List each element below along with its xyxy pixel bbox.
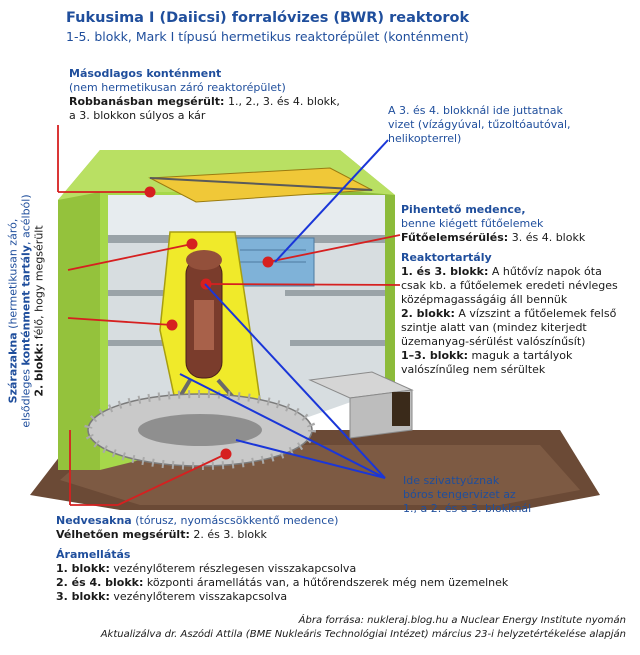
water-injection-line-1: A 3. és 4. blokknál ide juttatnak — [388, 104, 563, 117]
power-row — [56, 590, 616, 604]
page-title: Fukusima I (Daiicsi) forralóvizes (BWR) reaktorok — [66, 10, 470, 26]
wetwell-heading: Nedvesakna — [56, 514, 132, 527]
reactor-vessel-b13-line-2: csak kb. a fűtőelemek eredeti névleges — [401, 279, 618, 292]
power-row-text: központi áramellátás van, a hűtőrendszerek még nem üzemelnek — [143, 576, 509, 589]
reactor-vessel-b2-line-3: üzemanyag-sérülést valószínűsít) — [401, 335, 586, 348]
seawater-line-2: bóros tengervizet az — [403, 488, 516, 501]
marker-secondary-containment — [145, 187, 156, 198]
secondary-containment-damage — [69, 95, 369, 109]
reactor-vessel-b2-line-1: A vízszint a fűtőelemek felső — [454, 307, 617, 320]
marker-drywell-upper — [187, 239, 198, 250]
secondary-containment-damage-label: Robbanásban megsérült: — [69, 95, 225, 108]
wetwell-damage — [56, 528, 396, 542]
seawater-callout — [403, 474, 603, 516]
spent-fuel-pool-damage-text: 3. és 4. blokk — [508, 231, 586, 244]
upper-floor — [108, 195, 385, 235]
reactor-vessel-b13-line-3: középmagasságáig áll bennük — [401, 293, 568, 306]
power-heading: Áramellátás — [56, 548, 131, 561]
power-row-label: 1. blokk: — [56, 562, 110, 575]
spent-fuel-pool-callout — [401, 203, 631, 245]
spent-fuel-pool-heading: Pihentető medence, — [401, 203, 526, 216]
drywell-heading: Szárazakna — [6, 331, 20, 403]
power-row-text: vezénylőterem visszakapcsolva — [109, 590, 288, 603]
spent-fuel-pool-damage-label: Fűtőelemsérülés: — [401, 231, 509, 244]
source-credit: Ábra forrása: nukleraj.blog.hu a Nuclear Energy Institute nyomán — [298, 615, 626, 626]
reactor-vessel-heading: Reaktortartály — [401, 251, 492, 264]
spent-fuel-pool-note: benne kiégett fűtőelemek — [401, 217, 544, 230]
wetwell-damage-text: 2. és 3. blokk — [189, 528, 267, 541]
power-row — [56, 576, 616, 590]
wetwell-damage-label: Vélhetően megsérült: — [56, 528, 190, 541]
secondary-containment-callout — [69, 67, 369, 123]
update-credit: Aktualizálva dr. Aszódi Attila (BME Nukleáris Technológiai Intézet) március 23-i helyzetértékelése alapján — [100, 629, 626, 640]
drywell-line-2-prefix: elsődleges — [19, 365, 33, 428]
wetwell-title-line — [56, 514, 396, 528]
reactor-vessel-callout — [401, 251, 633, 377]
reactor-vessel-b13-label: 1. és 3. blokk: — [401, 265, 489, 278]
reactor-vessel-b123-line-2: valószínűleg nem sérültek — [401, 363, 546, 376]
seawater-line-1: Ide szivattyúznak — [403, 474, 500, 487]
wetwell-note: (tórusz, nyomáscsökkentő medence) — [131, 514, 339, 527]
water-injection-line-3: helikopterrel) — [388, 132, 462, 145]
power-supply-section — [56, 548, 616, 604]
drywell-line-1 — [7, 194, 20, 427]
seawater-line-3: 1., a 2. és a 3. blokknál — [403, 502, 532, 515]
page-subtitle: 1-5. blokk, Mark I típusú hermetikus reaktorépület (konténment) — [66, 29, 469, 44]
secondary-containment-damage-detail: a 3. blokkon súlyos a kár — [69, 109, 206, 122]
marker-drywell-lower — [167, 320, 178, 331]
reactor-vessel-b2-line-2: szintje alatt van (mindez kiterjedt — [401, 321, 587, 334]
callout-line-reactor-vessel — [206, 284, 400, 285]
drywell-line-2 — [20, 194, 33, 427]
secondary-containment-note: (nem hermetikusan záró reaktorépület) — [69, 81, 286, 94]
reactor-vessel-b2 — [401, 307, 633, 321]
marker-spent-fuel — [263, 257, 274, 268]
drywell-line-2-bold: konténment tartály — [19, 244, 33, 366]
floor-slab-3 — [285, 290, 385, 296]
drywell-line-2-rest: , acélból) — [19, 193, 33, 245]
power-row-label: 3. blokk: — [56, 590, 110, 603]
wetwell-callout — [56, 514, 396, 542]
power-row — [56, 562, 616, 576]
secondary-containment-damage-text: 1., 2., 3. és 4. blokk, — [224, 95, 340, 108]
spent-fuel-pool-damage — [401, 231, 631, 245]
reactor-vessel-b13-line-1: A hűtővíz napok óta — [488, 265, 602, 278]
power-row-text: vezénylőterem részlegesen visszakapcsolva — [109, 562, 357, 575]
power-row-label: 2. és 4. blokk: — [56, 576, 144, 589]
reactor-vessel-b2-label: 2. blokk: — [401, 307, 455, 320]
drywell-line-1-rest: (hermetikusan záró, — [6, 218, 20, 332]
drywell-callout — [2, 178, 50, 443]
reactor-vessel-b123-label: 1–3. blokk: — [401, 349, 469, 362]
floor-slab-5 — [290, 340, 385, 346]
external-conduit-end — [392, 392, 410, 426]
reactor-vessel-head — [186, 250, 222, 270]
drywell-line-3-rest: félő, hogy megsérült — [32, 224, 46, 343]
secondary-containment-heading: Másodlagos konténment — [69, 67, 222, 80]
reactor-vessel-b123-line-1: maguk a tartályok — [468, 349, 573, 362]
reactor-vessel-b123 — [401, 349, 633, 363]
reactor-core — [194, 300, 214, 350]
marker-wetwell — [221, 449, 232, 460]
drywell-line-3 — [33, 194, 46, 427]
water-injection-callout — [388, 104, 628, 146]
drywell-line-3-label: 2. blokk: — [32, 342, 46, 397]
reactor-vessel-b13 — [401, 265, 633, 279]
water-injection-line-2: vizet (vízágyúval, tűzoltóautóval, — [388, 118, 571, 131]
